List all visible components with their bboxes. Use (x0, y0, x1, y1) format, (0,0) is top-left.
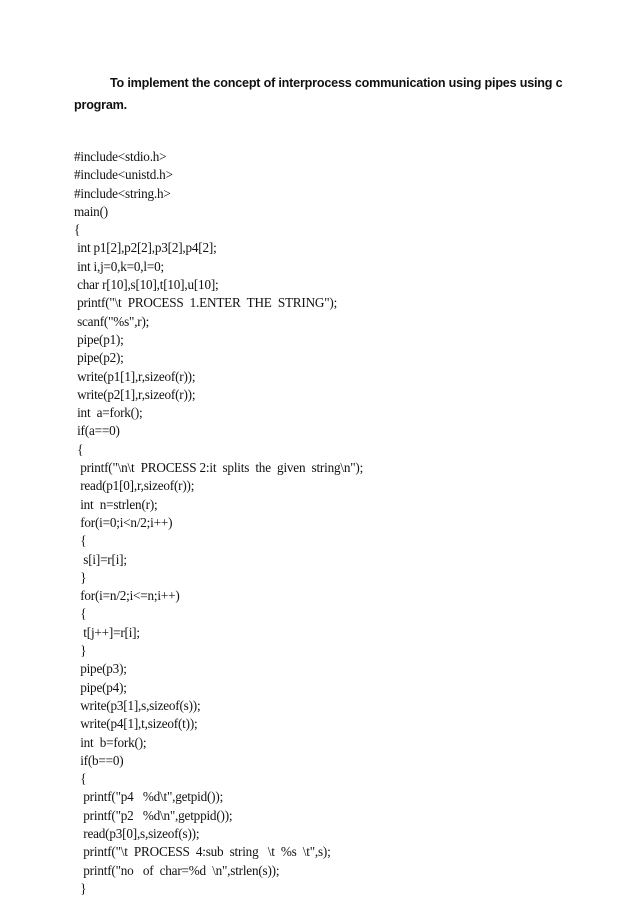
code-line: read(p3[0],s,sizeof(s)); (74, 825, 200, 841)
document-title (74, 72, 574, 116)
code-line: printf("\t PROCESS 1.ENTER THE STRING"); (74, 295, 338, 311)
code-line: int i,j=0,k=0,l=0; (74, 258, 164, 274)
title-line-2: program. (74, 98, 127, 112)
code-line: pipe(p4); (74, 679, 127, 695)
code-line: pipe(p2); (74, 350, 124, 366)
code-listing (74, 148, 594, 898)
code-line: t[j++]=r[i]; (74, 624, 140, 640)
code-line: int p1[2],p2[2],p3[2],p4[2]; (74, 240, 217, 256)
title-line-1 (74, 72, 574, 94)
code-line: for(i=n/2;i<=n;i++) (74, 588, 180, 604)
code-line: #include<string.h> (74, 185, 171, 201)
code-line: int a=fork(); (74, 405, 143, 421)
code-line: write(p4[1],t,sizeof(t)); (74, 716, 198, 732)
code-line: printf("\t PROCESS 4:sub string \t %s \t",s); (74, 844, 331, 860)
code-line: write(p2[1],r,sizeof(r)); (74, 386, 196, 402)
code-line: scanf("%s",r); (74, 313, 150, 329)
code-line: { (74, 771, 87, 787)
code-line: } (74, 880, 87, 896)
code-line: printf("p2 %d\n",getppid()); (74, 807, 233, 823)
code-line: #include<unistd.h> (74, 167, 173, 183)
code-line: int b=fork(); (74, 734, 147, 750)
code-line: { (74, 222, 81, 238)
code-line: pipe(p3); (74, 661, 127, 677)
code-line: int n=strlen(r); (74, 496, 158, 512)
code-line: } (74, 569, 87, 585)
code-line: read(p1[0],r,sizeof(r)); (74, 478, 195, 494)
code-line: { (74, 441, 84, 457)
code-line: for(i=0;i<n/2;i++) (74, 514, 173, 530)
code-line: { (74, 606, 87, 622)
code-line: printf("\n\t PROCESS 2:it splits the given string\n"); (74, 460, 364, 476)
code-line: s[i]=r[i]; (74, 551, 127, 567)
code-line: printf("p4 %d\t",getpid()); (74, 789, 224, 805)
code-line: if(b==0) (74, 752, 124, 768)
code-line: pipe(p1); (74, 331, 124, 347)
code-line: write(p1[1],r,sizeof(r)); (74, 368, 196, 384)
code-line: printf("no of char=%d \n",strlen(s)); (74, 862, 280, 878)
code-line: { (74, 533, 87, 549)
code-line: } (74, 643, 87, 659)
code-line: #include<stdio.h> (74, 149, 167, 164)
code-line: write(p3[1],s,sizeof(s)); (74, 697, 201, 713)
code-line: if(a==0) (74, 423, 120, 439)
title-text: To implement the concept of interprocess communication using pipes using c (110, 76, 563, 90)
code-line: char r[10],s[10],t[10],u[10]; (74, 277, 219, 293)
code-line: main() (74, 203, 108, 219)
